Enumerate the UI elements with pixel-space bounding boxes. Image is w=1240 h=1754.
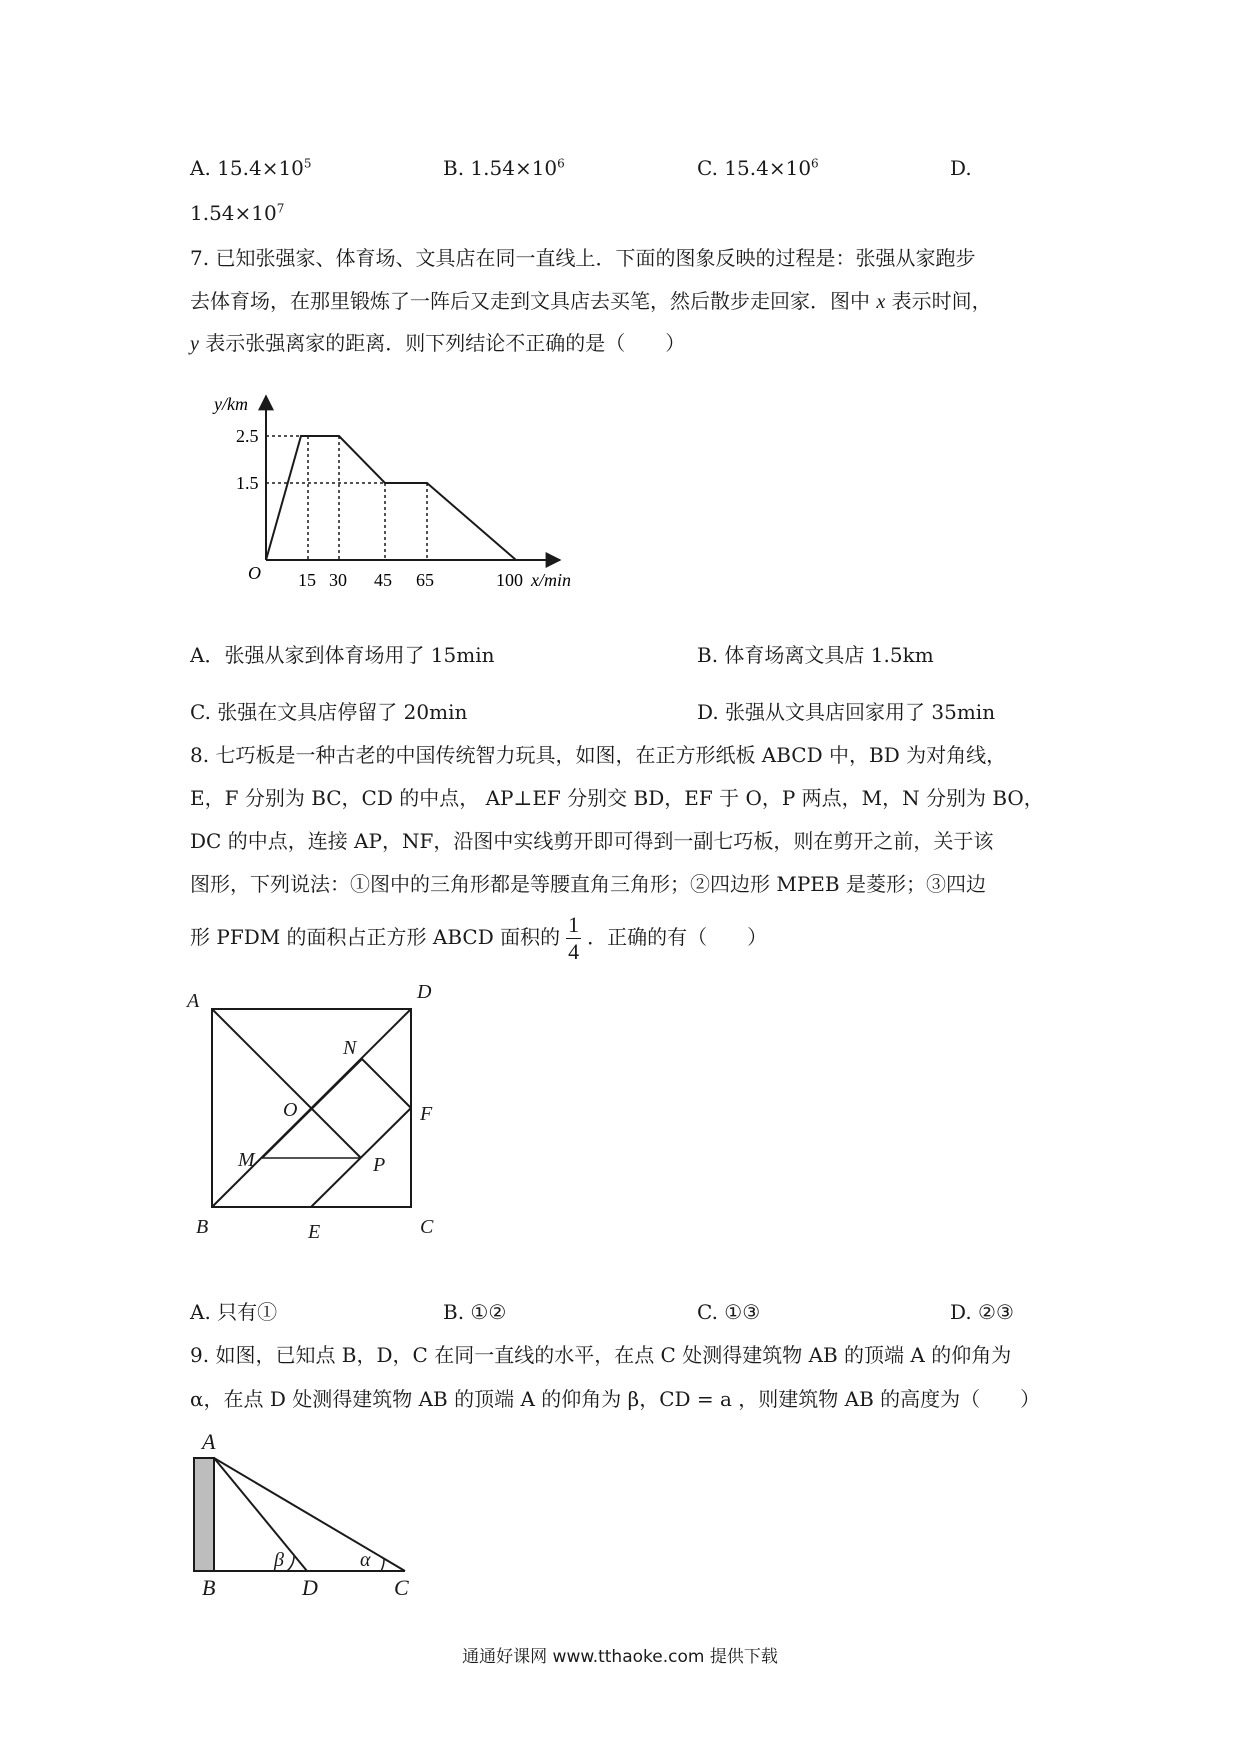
q9-stem-line2: α，在点 D 处测得建筑物 AB 的顶端 A 的仰角为 β，CD = a ，则建筑物 AB 的高度为（ ） xyxy=(190,1387,1041,1411)
q8-option-d: D. ②③ xyxy=(950,1300,1014,1324)
q8-stem-line1: 8. 七巧板是一种古老的中国传统智力玩具，如图，在正方形纸板 ABCD 中，BD 为对角线， xyxy=(190,743,1007,767)
building-ab xyxy=(194,1458,214,1571)
label-c: C xyxy=(420,1216,434,1238)
q8-option-b: B. ①② xyxy=(443,1300,507,1324)
x-tick-15: 15 xyxy=(298,570,316,590)
q7-stem-line3: y 表示张强离家的距离．则下列结论不正确的是（ ） xyxy=(190,331,686,355)
origin-label: O xyxy=(248,563,261,583)
q8-option-c: C. ①③ xyxy=(697,1300,761,1324)
x-tick-45: 45 xyxy=(374,570,392,590)
q8-stem-line4: 图形，下列说法：①图中的三角形都是等腰直角三角形；②四边形 MPEB 是菱形；③四边 xyxy=(190,872,986,896)
building-angle-figure xyxy=(180,1425,430,1605)
x-tick-100: 100 xyxy=(496,570,523,590)
label-d: D xyxy=(417,985,432,1003)
x-axis-label: x/min xyxy=(531,570,571,590)
q6-option-d-value: $1.54\times 10^7$ xyxy=(190,201,285,225)
q7-option-d: D. 张强从文具店回家用了 35min xyxy=(697,700,996,724)
dotted-guides xyxy=(266,436,427,560)
label-alpha: α xyxy=(360,1549,371,1571)
label-d: D xyxy=(302,1575,318,1600)
tangram-figure xyxy=(180,985,460,1245)
y-tick-2-5: 2.5 xyxy=(236,426,259,446)
label-f: F xyxy=(420,1103,433,1125)
label-b: B xyxy=(196,1216,209,1238)
label-e: E xyxy=(308,1221,321,1243)
label-p: P xyxy=(373,1154,386,1176)
label-beta: β xyxy=(274,1549,284,1571)
q7-stem-line2: 去体育场，在那里锻炼了一阵后又走到文具店去买笔，然后散步走回家．图中 x 表示时间， xyxy=(190,289,992,313)
distance-line xyxy=(266,436,516,560)
q6-option-a: A. $15.4\times 10^5$ xyxy=(190,156,312,180)
line-ad xyxy=(214,1458,307,1571)
label-n: N xyxy=(343,1037,357,1059)
angle-alpha-arc xyxy=(381,1559,384,1571)
q7-stem-line1: 7. 已知张强家、体育场、文具店在同一直线上．下面的图象反映的过程是：张强从家跑步 xyxy=(190,246,976,270)
label-b: B xyxy=(202,1575,216,1600)
q9-stem-line1: 9. 如图，已知点 B，D，C 在同一直线的水平，在点 C 处测得建筑物 AB 的顶端 A 的仰角为 xyxy=(190,1343,1012,1367)
q6-option-b: B. $1.54\times 10^6$ xyxy=(443,156,565,180)
q8-stem-line2: E，F 分别为 BC，CD 的中点， AP⊥EF 分别交 BD，EF 于 O，P 两点，M，N 分别为 BO， xyxy=(190,786,1044,810)
label-a: A xyxy=(202,1429,216,1454)
fraction-one-quarter: $\frac{1}{4}$ xyxy=(568,912,580,964)
q7-option-a: A．张强从家到体育场用了 15min xyxy=(190,643,495,667)
label-m: M xyxy=(238,1149,255,1171)
label-a: A xyxy=(187,990,200,1012)
x-tick-30: 30 xyxy=(329,570,347,590)
y-tick-1-5: 1.5 xyxy=(236,473,259,493)
q7-option-b: B. 体育场离文具店 1.5km xyxy=(697,643,934,667)
angle-beta-arc xyxy=(287,1556,294,1571)
page-footer: 通通好课网 www.tthaoke.com 提供下载 xyxy=(462,1647,778,1667)
distance-time-graph xyxy=(200,390,600,600)
q6-option-d-label: D. xyxy=(950,156,972,180)
y-axis-label: y/km xyxy=(214,394,248,414)
label-o: O xyxy=(283,1099,298,1121)
line-ac xyxy=(214,1458,405,1571)
segment-nf xyxy=(362,1059,411,1108)
q8-option-a: A. 只有① xyxy=(190,1300,278,1324)
x-tick-65: 65 xyxy=(416,570,434,590)
label-c: C xyxy=(394,1575,409,1600)
q8-stem-line3: DC 的中点，连接 AP，NF，沿图中实线剪开即可得到一副七巧板，则在剪开之前，关于该 xyxy=(190,829,994,853)
q8-stem-line5: 形 PFDM 的面积占正方形 ABCD 面积的 $\frac{1}{4}$ ．正确的有（ ） xyxy=(190,912,768,964)
q7-option-c: C. 张强在文具店停留了 20min xyxy=(190,700,468,724)
q6-option-c: C. $15.4\times 10^6$ xyxy=(697,156,819,180)
